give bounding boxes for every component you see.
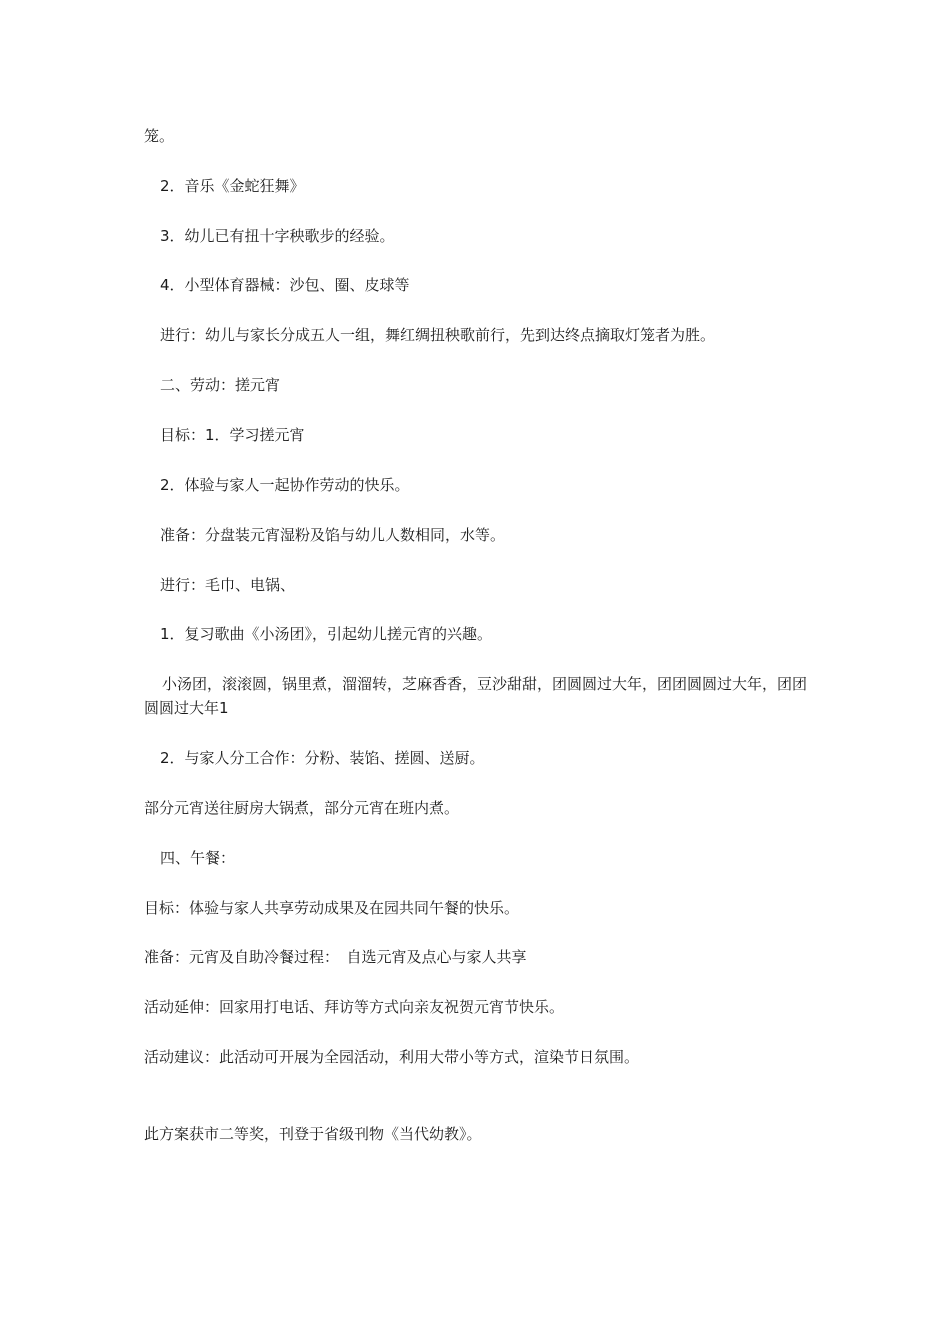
paragraph: 活动建议：此活动可开展为全园活动，利用大带小等方式，渲染节日氛围。 xyxy=(144,1048,640,1066)
paragraph: 进行：幼儿与家长分成五人一组，舞红绸扭秧歌前行，先到达终点摘取灯笼者为胜。 xyxy=(160,326,716,344)
paragraph: 笼。 xyxy=(144,127,175,145)
award-note: 此方案获市二等奖，刊登于省级刊物《当代幼教》。 xyxy=(144,1125,482,1143)
paragraph: 活动延伸：回家用打电话、拜访等方式向亲友祝贺元宵节快乐。 xyxy=(144,998,565,1016)
paragraph: 2．与家人分工合作：分粉、装馅、搓圆、送厨。 xyxy=(160,749,485,767)
paragraph: 目标：1．学习搓元宵 xyxy=(160,426,305,444)
paragraph: 准备：分盘装元宵湿粉及馅与幼儿人数相同，水等。 xyxy=(160,526,506,544)
paragraph: 2．体验与家人一起协作劳动的快乐。 xyxy=(160,476,410,494)
paragraph: 4．小型体育器械：沙包、圈、皮球等 xyxy=(160,276,410,294)
paragraph: 目标：体验与家人共享劳动成果及在园共同午餐的快乐。 xyxy=(144,899,520,917)
paragraph: 部分元宵送往厨房大锅煮，部分元宵在班内煮。 xyxy=(144,799,460,817)
paragraph: 准备：元宵及自助冷餐过程： 自选元宵及点心与家人共享 xyxy=(144,948,527,966)
paragraph: 3．幼儿已有扭十字秧歌步的经验。 xyxy=(160,227,395,245)
paragraph: 进行：毛巾、电锅、 xyxy=(160,576,296,594)
section-heading: 四、午餐： xyxy=(160,849,236,867)
paragraph: 2．音乐《金蛇狂舞》 xyxy=(160,177,305,195)
section-heading: 二、劳动：搓元宵 xyxy=(160,376,281,394)
song-lyrics: 小汤团，滚滚圆，锅里煮，溜溜转，芝麻香香，豆沙甜甜，团圆圆过大年，团团圆圆过大年，团团圆圆过大年1 xyxy=(144,675,808,717)
paragraph: 1．复习歌曲《小汤团》，引起幼儿搓元宵的兴趣。 xyxy=(160,625,493,643)
